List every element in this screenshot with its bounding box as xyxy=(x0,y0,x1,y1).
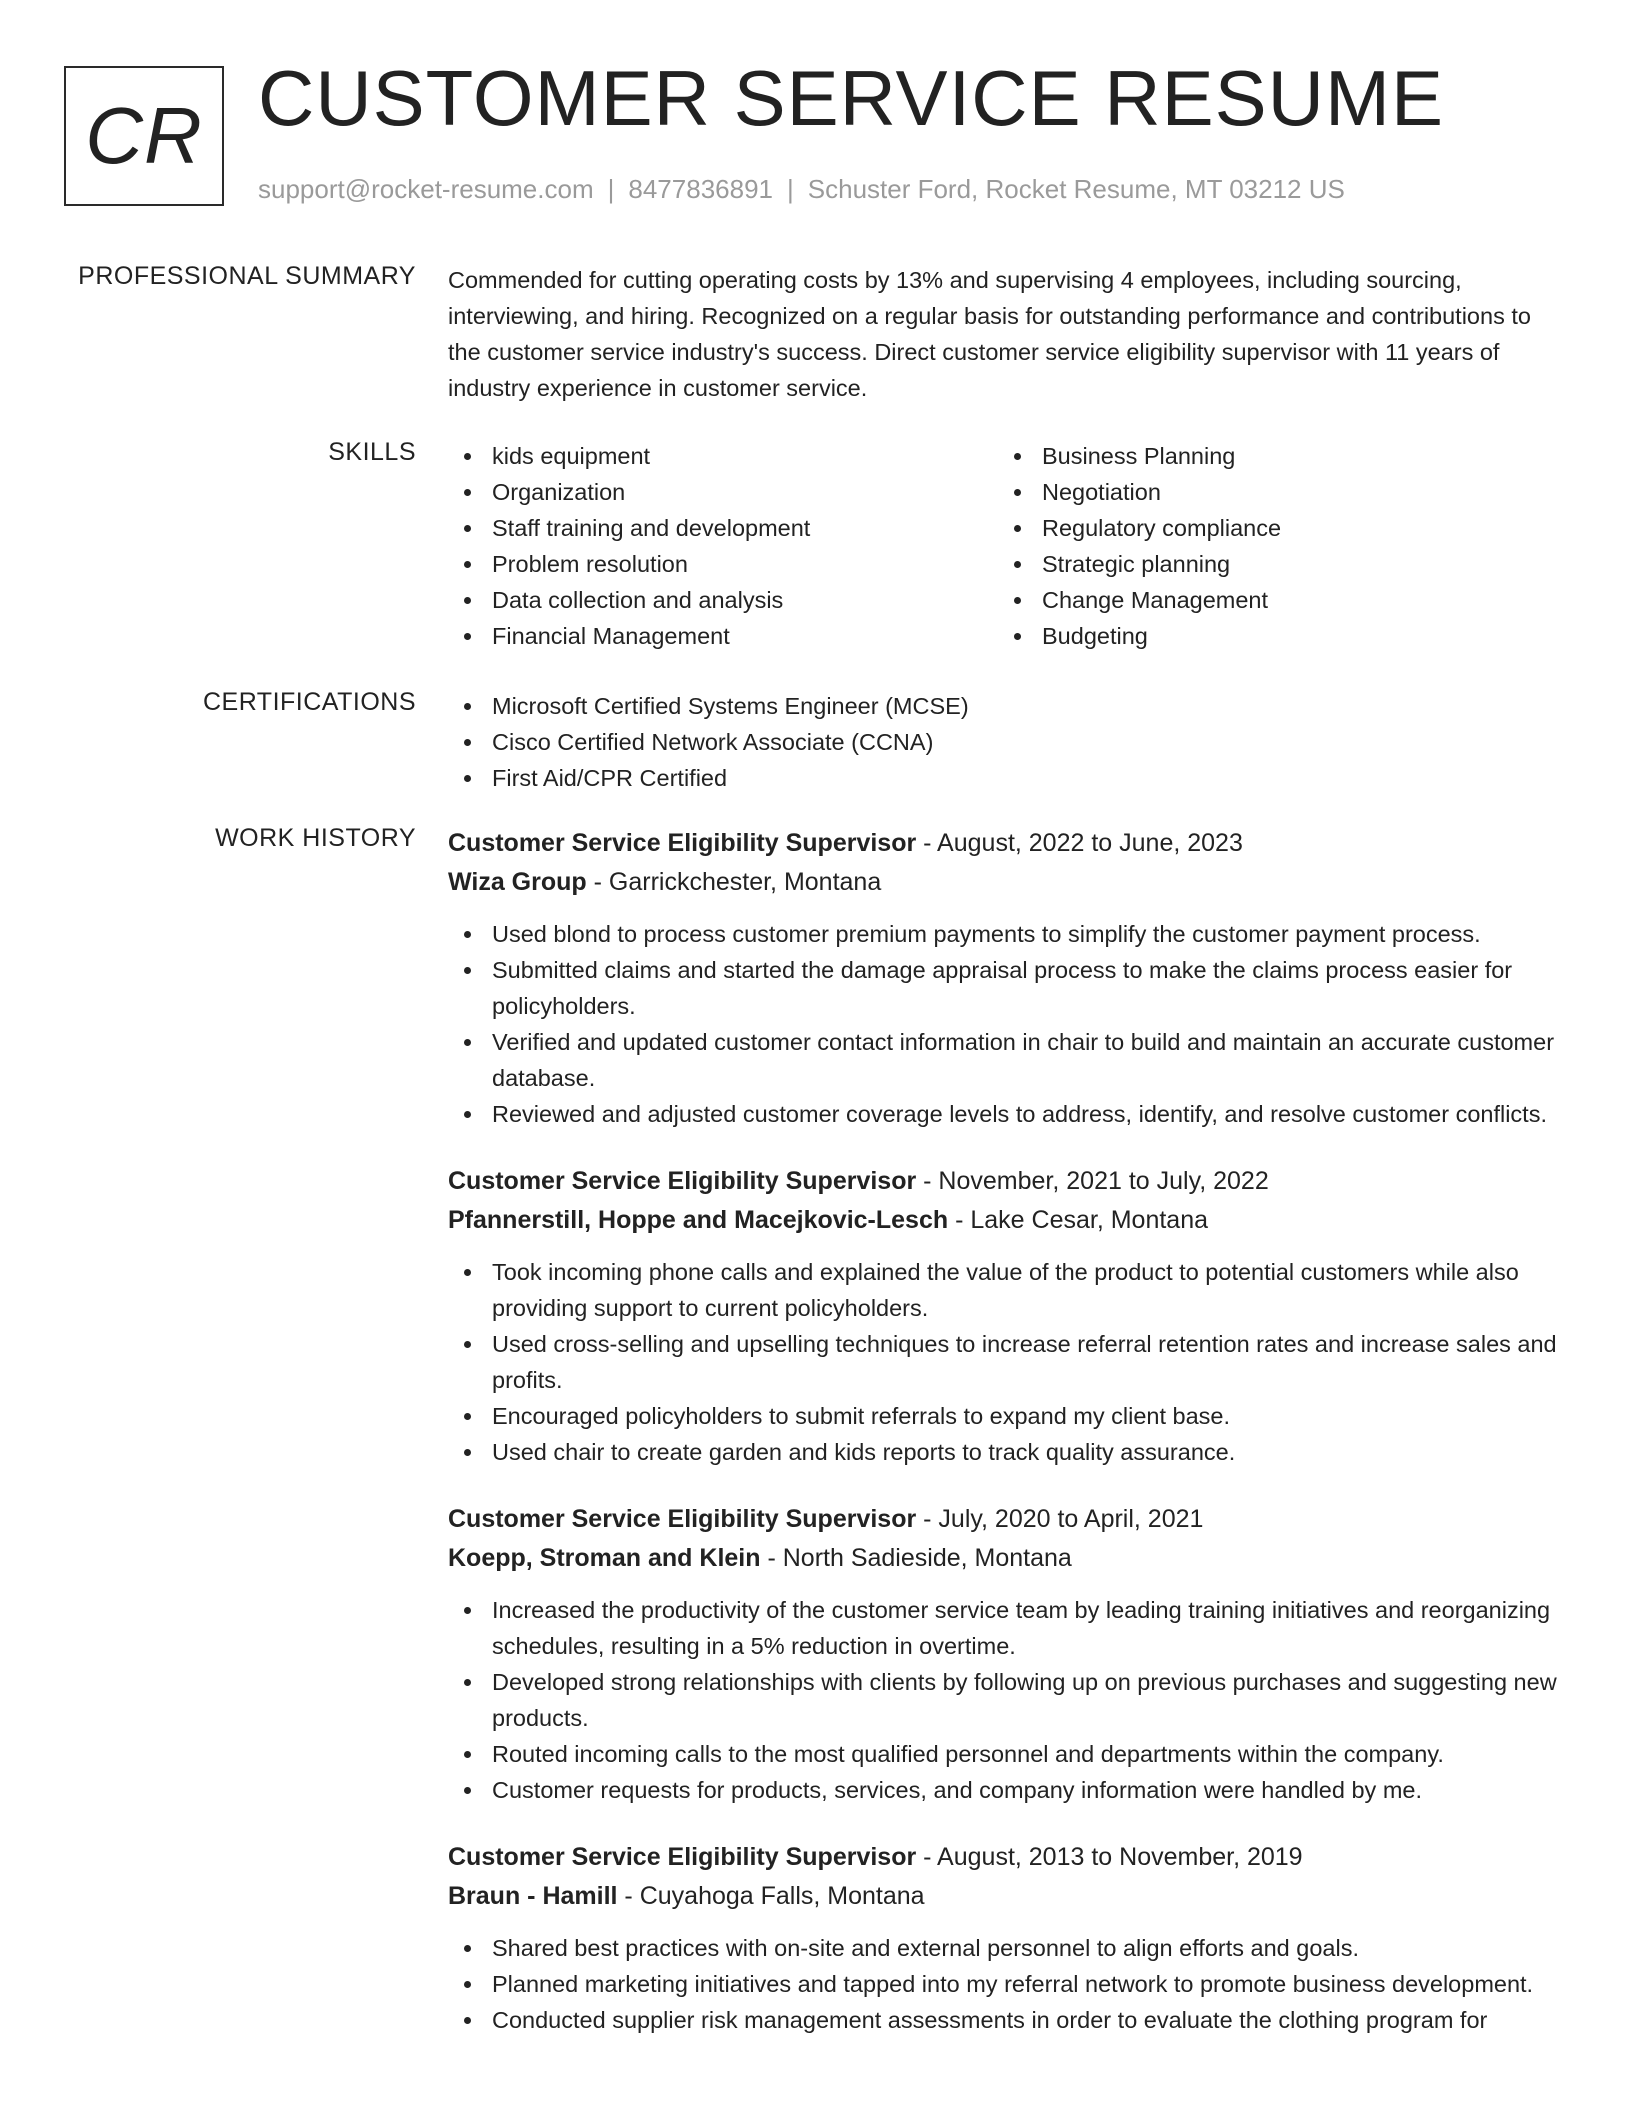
job-dates: - July, 2020 to April, 2021 xyxy=(916,1505,1204,1533)
job-bullet: Used blond to process customer premium payments to simplify the customer payment process. xyxy=(448,916,1558,952)
skill-item: Staff training and development xyxy=(448,510,998,546)
skill-item: Budgeting xyxy=(998,618,1548,654)
skills-list-left xyxy=(448,438,998,654)
job-title-line xyxy=(448,1162,1558,1201)
contact-separator: | xyxy=(787,174,794,204)
job-location: - Garrickchester, Montana xyxy=(586,868,882,896)
skill-item: Regulatory compliance xyxy=(998,510,1548,546)
job-bullet: Used cross-selling and upselling techniques to increase referral retention rates and increase sales and profits. xyxy=(448,1326,1558,1398)
job-company: Braun - Hamill xyxy=(448,1882,618,1910)
contact-address: Schuster Ford, Rocket Resume, MT 03212 US xyxy=(807,174,1345,204)
skill-item: kids equipment xyxy=(448,438,998,474)
certifications-list xyxy=(448,688,1558,796)
job-location: - North Sadieside, Montana xyxy=(760,1544,1072,1572)
job-bullet: Encouraged policyholders to submit referrals to expand my client base. xyxy=(448,1398,1558,1434)
job-company-line xyxy=(448,1877,1558,1916)
job-bullet: Shared best practices with on-site and external personnel to align efforts and goals. xyxy=(448,1930,1558,1966)
contact-email: support@rocket-resume.com xyxy=(258,174,594,204)
resume-title: CUSTOMER SERVICE RESUME xyxy=(258,54,1444,142)
job-bullet: Conducted supplier risk management assessments in order to evaluate the clothing program for xyxy=(448,2002,1558,2038)
job-bullets xyxy=(448,1254,1558,1470)
skills-list-right xyxy=(998,438,1548,654)
job-entry xyxy=(448,824,1558,1132)
job-bullet: Verified and updated customer contact information in chair to build and maintain an accurate customer database. xyxy=(448,1024,1558,1096)
certification-item: First Aid/CPR Certified xyxy=(448,760,1558,796)
job-bullet: Used chair to create garden and kids reports to track quality assurance. xyxy=(448,1434,1558,1470)
skill-item: Financial Management xyxy=(448,618,998,654)
job-company: Wiza Group xyxy=(448,868,587,896)
job-bullet: Reviewed and adjusted customer coverage levels to address, identify, and resolve customer conflicts. xyxy=(448,1096,1558,1132)
certification-item: Microsoft Certified Systems Engineer (MCSE) xyxy=(448,688,1558,724)
job-bullets xyxy=(448,916,1558,1132)
certifications-label: CERTIFICATIONS xyxy=(202,688,416,716)
job-dates: - August, 2022 to June, 2023 xyxy=(916,829,1243,857)
summary-text: Commended for cutting operating costs by 13% and supervising 4 employees, including sourcing, interviewing, and hiring. Recognized on a regular basis for outstanding performance and contributions to the customer service industry's success. Direct customer service eligibility supervisor with 11 years of industry experience in customer service. xyxy=(448,267,1531,401)
job-company: Koepp, Stroman and Klein xyxy=(448,1544,761,1572)
job-company-line xyxy=(448,1539,1558,1578)
job-bullet: Submitted claims and started the damage appraisal process to make the claims process easier for policyholders. xyxy=(448,952,1558,1024)
contact-phone: 8477836891 xyxy=(628,174,773,204)
job-entry xyxy=(448,1162,1558,1470)
skill-item: Data collection and analysis xyxy=(448,582,998,618)
job-title: Customer Service Eligibility Supervisor xyxy=(448,1505,917,1533)
job-title: Customer Service Eligibility Supervisor xyxy=(448,1167,917,1195)
summary-label: PROFESSIONAL SUMMARY xyxy=(78,262,416,290)
job-bullet: Customer requests for products, services, and company information were handled by me. xyxy=(448,1772,1558,1808)
certifications-body xyxy=(448,688,1558,796)
job-company-line xyxy=(448,1201,1558,1240)
job-bullet: Planned marketing initiatives and tapped into my referral network to promote business development. xyxy=(448,1966,1558,2002)
contact-line xyxy=(258,174,1345,205)
job-title-line xyxy=(448,1838,1558,1877)
job-dates: - August, 2013 to November, 2019 xyxy=(916,1843,1303,1871)
job-title-line xyxy=(448,824,1558,863)
job-entry xyxy=(448,1500,1558,1808)
job-title-line xyxy=(448,1500,1558,1539)
work-history-body xyxy=(448,824,1558,2068)
skills-label: SKILLS xyxy=(328,438,416,466)
job-title: Customer Service Eligibility Supervisor xyxy=(448,829,917,857)
job-bullet: Increased the productivity of the customer service team by leading training initiatives and reorganizing schedules, resulting in a 5% reduction in overtime. xyxy=(448,1592,1558,1664)
job-bullets xyxy=(448,1592,1558,1808)
skill-item: Negotiation xyxy=(998,474,1548,510)
work-history-label: WORK HISTORY xyxy=(215,824,416,852)
job-bullet: Developed strong relationships with clients by following up on previous purchases and suggesting new products. xyxy=(448,1664,1558,1736)
job-bullet: Routed incoming calls to the most qualified personnel and departments within the company. xyxy=(448,1736,1558,1772)
skill-item: Change Management xyxy=(998,582,1548,618)
job-bullets xyxy=(448,1930,1558,2038)
job-title: Customer Service Eligibility Supervisor xyxy=(448,1843,917,1871)
job-location: - Cuyahoga Falls, Montana xyxy=(617,1882,925,1910)
skill-item: Organization xyxy=(448,474,998,510)
job-entry xyxy=(448,1838,1558,2038)
job-company-line xyxy=(448,863,1558,902)
skill-item: Business Planning xyxy=(998,438,1548,474)
monogram-logo: CR xyxy=(64,66,224,206)
job-location: - Lake Cesar, Montana xyxy=(948,1206,1209,1234)
skill-item: Problem resolution xyxy=(448,546,998,582)
certification-item: Cisco Certified Network Associate (CCNA) xyxy=(448,724,1558,760)
skill-item: Strategic planning xyxy=(998,546,1548,582)
job-dates: - November, 2021 to July, 2022 xyxy=(916,1167,1269,1195)
job-company: Pfannerstill, Hoppe and Macejkovic-Lesch xyxy=(448,1206,949,1234)
job-bullet: Took incoming phone calls and explained the value of the product to potential customers while also providing support to current policyholders. xyxy=(448,1254,1558,1326)
contact-separator: | xyxy=(607,174,615,204)
summary-body xyxy=(448,262,1558,406)
skills-body xyxy=(448,438,1558,654)
